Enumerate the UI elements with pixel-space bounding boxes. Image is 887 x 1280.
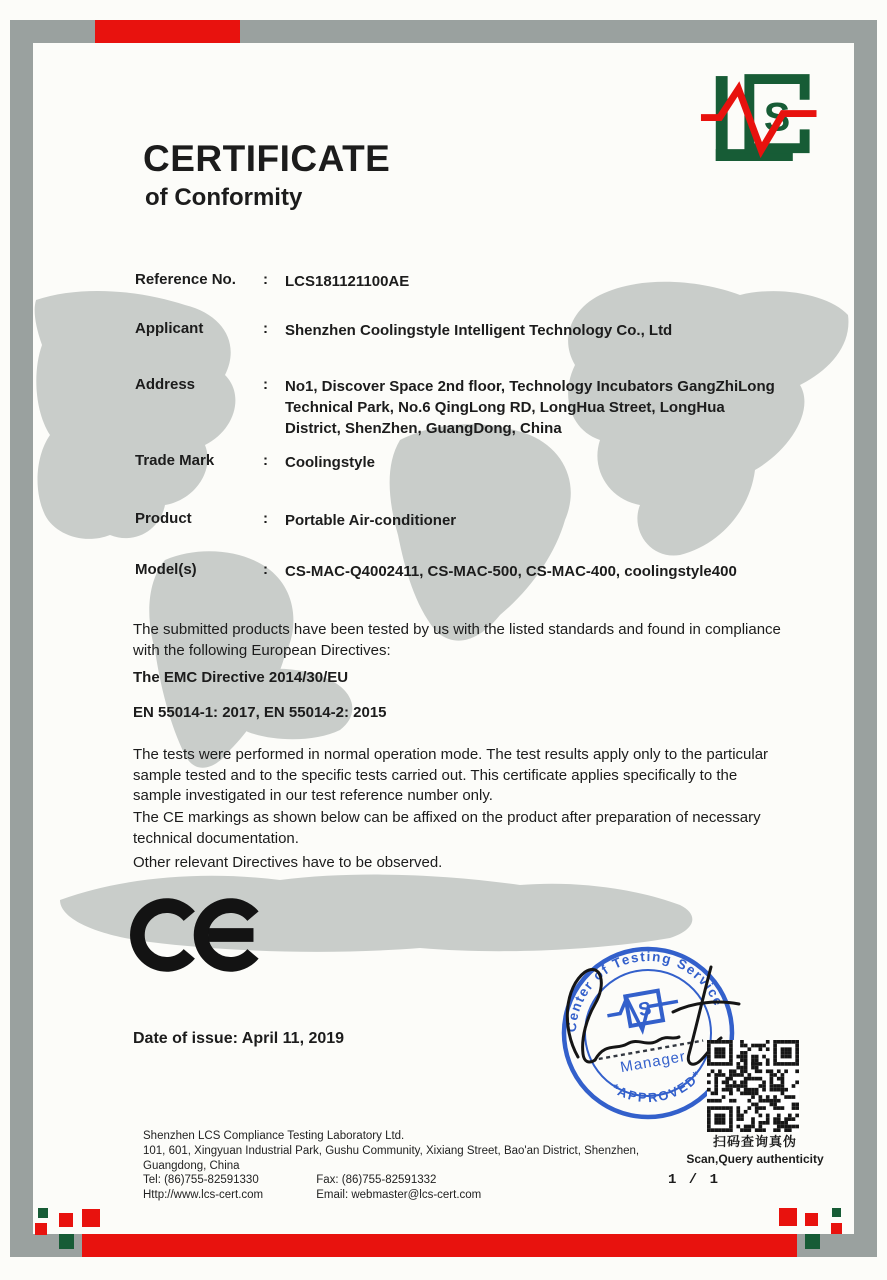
ce-marking-note-text: The CE markings as shown below can be affixed on the product after preparation of necessary technical documentation.	[133, 809, 761, 847]
field-label: Trade Mark	[135, 452, 215, 469]
page-subtitle: of Conformity	[145, 183, 303, 211]
lab-fax: Fax: (86)755-82591332	[316, 1174, 437, 1187]
field-address	[135, 376, 780, 439]
qr-captions	[662, 1131, 848, 1166]
field-colon: :	[263, 320, 268, 337]
field-colon: :	[263, 271, 268, 288]
page-number: 1 / 1	[668, 1172, 721, 1188]
lcs-logo-icon	[698, 74, 856, 168]
field-colon: :	[263, 452, 268, 469]
field-value: No1, Discover Space 2nd floor, Technology Incubators GangZhiLong Technical Park, No.6 QingLong RD, LongHua Street, LongHua District, ShenZhen, GuangDong, China	[285, 378, 775, 437]
field-label: Applicant	[135, 320, 204, 337]
field-label: Address	[135, 376, 196, 393]
qr-caption-en: Scan,Query authenticity	[686, 1152, 824, 1166]
title-block	[143, 140, 390, 212]
standards-text: EN 55014-1: 2017, EN 55014-2: 2015	[133, 704, 387, 721]
page-title: CERTIFICATE	[143, 138, 391, 179]
stamp-role-text: Manager	[619, 1047, 688, 1077]
svg-text:S: S	[763, 95, 791, 140]
field-reference-no	[135, 271, 780, 292]
field-colon: :	[263, 510, 268, 527]
field-label: Product	[135, 510, 192, 527]
date-of-issue: Date of issue: April 11, 2019	[133, 1030, 345, 1047]
compliance-intro-text: The submitted products have been tested by us with the listed standards and found in compliance with the following European Directives:	[133, 621, 781, 659]
field-colon: :	[263, 561, 268, 578]
ce-mark-icon	[130, 886, 277, 984]
qr-code	[707, 1040, 799, 1132]
stamp-approved-text: *APPROVED*	[609, 1066, 706, 1106]
lab-name: Shenzhen LCS Compliance Testing Laboratory Ltd.	[143, 1130, 405, 1142]
stamp-ring-text: Center of Testing Service	[563, 948, 727, 1033]
lab-email: Email: webmaster@lcs-cert.com	[316, 1189, 482, 1202]
test-scope-text: The tests were performed in normal operation mode. The test results apply only to the particular sample tested and to the specific tests carried out. This certificate applies specifically to the sample investigated in our test reference number only.	[133, 746, 769, 804]
field-value: Shenzhen Coolingstyle Intelligent Technology Co., Ltd	[285, 322, 673, 339]
field-value: LCS181121100AE	[285, 273, 410, 290]
svg-text:S: S	[636, 998, 653, 1022]
lab-website: Http://www.lcs-cert.com	[143, 1189, 264, 1202]
other-directives-text: Other relevant Directives have to be observed.	[133, 854, 443, 871]
field-label: Reference No.	[135, 271, 236, 288]
field-value: Coolingstyle	[285, 454, 376, 471]
lab-contact-footer	[143, 1129, 639, 1203]
field-trade-mark	[135, 452, 780, 473]
field-product	[135, 510, 780, 531]
qr-caption-cn: 扫码查询真伪	[712, 1134, 797, 1149]
directive-text: The EMC Directive 2014/30/EU	[133, 669, 349, 686]
field-applicant	[135, 320, 780, 341]
lab-address-line2: Guangdong, China	[143, 1159, 240, 1172]
lab-tel: Tel: (86)755-82591330	[143, 1174, 259, 1187]
field-value: CS-MAC-Q4002411, CS-MAC-500, CS-MAC-400, coolingstyle400	[285, 563, 737, 580]
field-label: Model(s)	[135, 561, 197, 578]
field-models	[135, 561, 780, 582]
field-value: Portable Air-conditioner	[285, 512, 457, 529]
lab-address-line1: 101, 601, Xingyuan Industrial Park, Gushu Community, Xixiang Street, Bao'an District, Shenzhen,	[143, 1144, 640, 1157]
field-colon: :	[263, 376, 268, 393]
